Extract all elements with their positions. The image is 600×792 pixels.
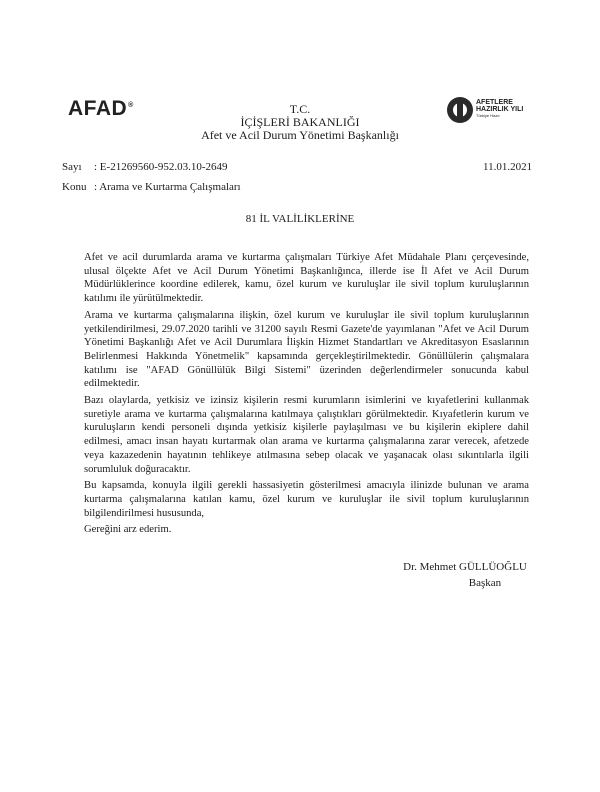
header-presidency: Afet ve Acil Durum Yönetimi Başkanlığı — [201, 128, 399, 142]
header-ministry: İÇİŞLERİ BAKANLIĞI — [240, 115, 360, 129]
sayi-value: : E-21269560-952.03.10-2649 — [94, 161, 228, 173]
signatory-title: Başkan — [468, 577, 502, 589]
konu-value: : Arama ve Kurtarma Çalışmaları — [94, 181, 241, 193]
paragraph: Gereğini arz ederim. — [84, 524, 172, 536]
preparedness-logo-text: AFETLERE HAZIRLIK YILI Türkiye Hazır — [476, 99, 524, 118]
afad-logo-text: AFAD — [68, 97, 128, 120]
signatory-name: Dr. Mehmet GÜLLÜOĞLU — [403, 561, 527, 573]
paragraph: Bazı olaylarda, yetkisiz ve izinsiz kişilerin resmi kurumların isimlerini ve kıyafetlerini kullanmak suretiyle arama ve kurtarma çalışmalarına katılmaya çalıştıkları görülmektedir. Kıyafetlerin kurum ve kuruluşların kendi personeli dışında yetkisiz kişilerle paylaşılması ve bu kişilerin ekiplere dahil edilmesi, amacı insan hayatı kurtarmak olan arama ve kurtarma çalışmalarına zarar verecek, afetzede veya kazazedenin hayatının tehlikeye atılmasına sebep olacak ve yaşanacak olası sıkıntılarla ilgili sorumluluk doğuracaktır. — [84, 395, 529, 475]
letter-body — [84, 251, 529, 540]
paragraph: Afet ve acil durumlarda arama ve kurtarma çalışmaları Türkiye Afet Müdahale Planı çerçevesinde, ulusal ölçekte Afet ve Acil Durum Yönetimi Başkanlığınca, illerde ise İl Afet ve Acil Durum Müdürlüklerince koordine edilerek, kamu, özel kurum ve kuruluşlar ile sivil toplum kuruluşlarının katılımı ile yürütülmektedir. — [84, 252, 529, 305]
document-date: 11.01.2021 — [483, 161, 533, 173]
afad-logo — [68, 97, 134, 121]
sayi-label: Sayı — [62, 161, 82, 173]
paragraph: Arama ve kurtarma çalışmalarına ilişkin, özel kurum ve kuruluşlar ile sivil toplum kuruluşlarının yetkilendirilmesi, 29.07.2020 tarihli ve 31200 sayılı Resmi Gazete'de yayımlanan "Afet ve Acil Durum Yönetimi Başkanlığı Afet ve Acil Durumlara İlişkin Hizmet Standartları ve Akreditasyon Esaslarının Belirlenmesi Hakkında Yönetmelik" kapsamında gerçekleştirilmektedir. Gönüllülerin çalışmalara katılımı ise "AFAD Gönüllülük Bilgi Sistemi" üzerinden değerlendirmeler sonucunda kabul edilmektedir. — [84, 309, 529, 390]
preparedness-year-logo — [447, 97, 537, 125]
header-tc: T.C. — [289, 102, 311, 116]
paragraph: Bu kapsamda, konuyla ilgili gerekli hassasiyetin gösterilmesi amacıyla ilinizde bulunan ve arama kurtarma çalışmalarına katılan kamu, özel kurum ve kuruluşlar ile sivil toplum kuruluşlarının bilgilendirilmesi hususunda, — [84, 480, 529, 519]
registered-mark: ® — [128, 102, 134, 109]
konu-label: Konu — [62, 181, 87, 193]
addressee: 81 İL VALİLİKLERİNE — [245, 213, 355, 225]
